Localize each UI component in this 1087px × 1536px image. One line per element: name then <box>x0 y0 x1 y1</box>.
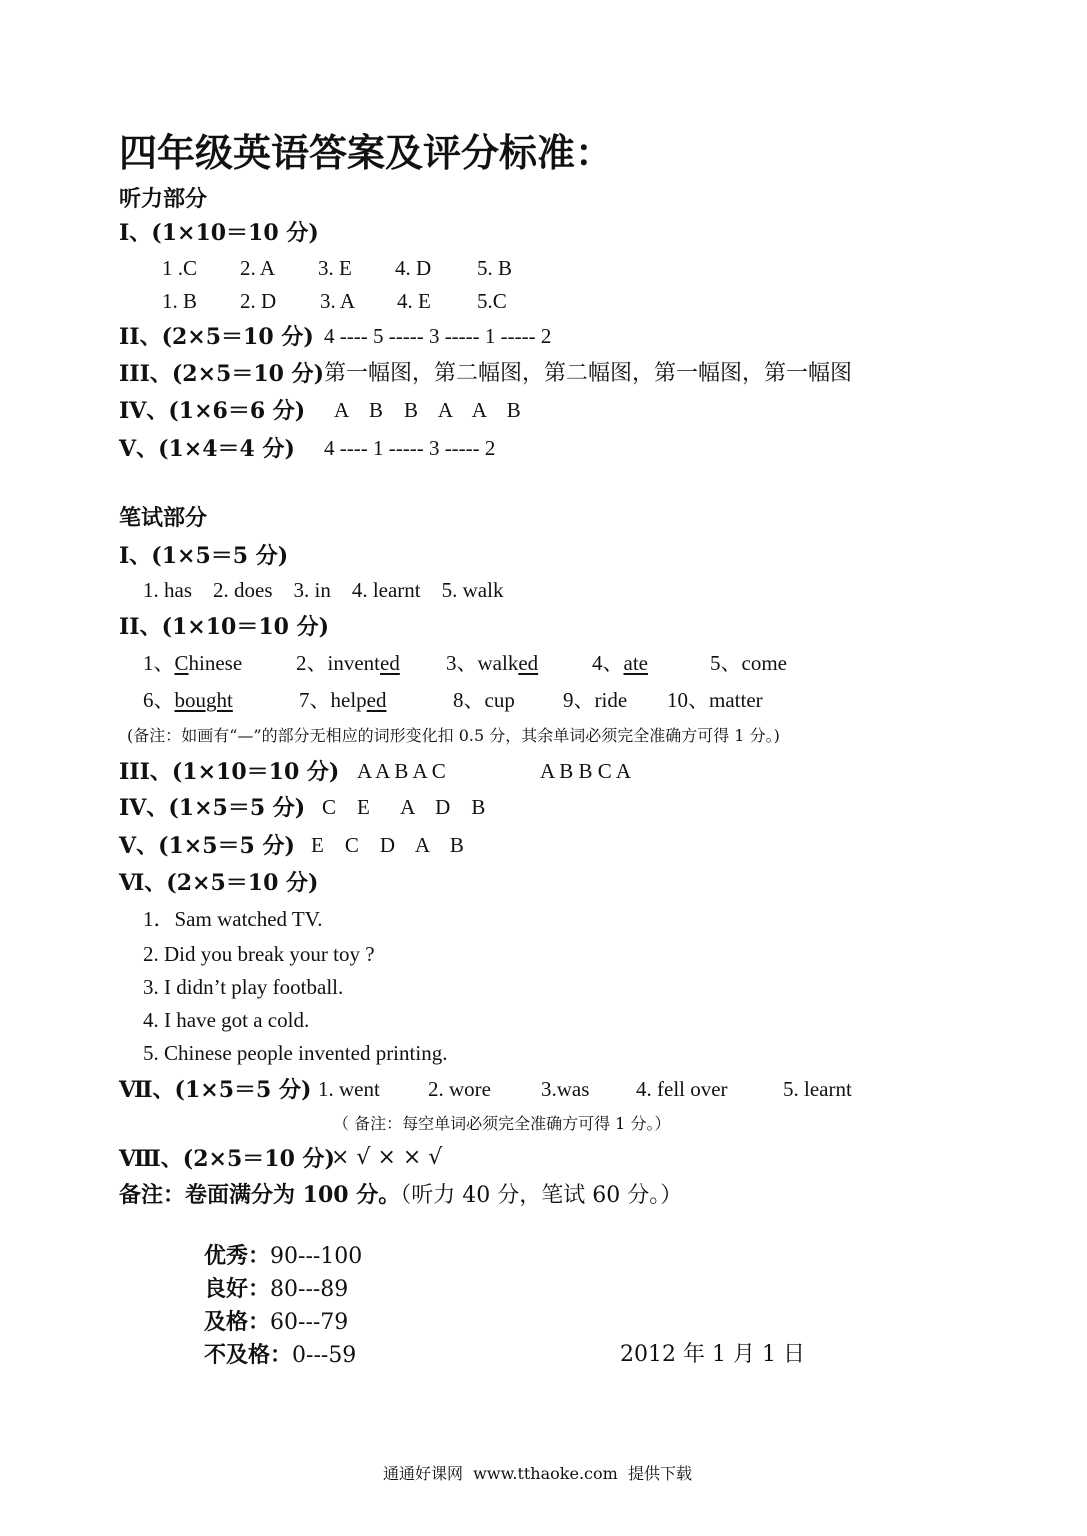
item-word: ride <box>594 688 628 712</box>
written-q2-item <box>563 690 627 711</box>
item-word: matter <box>709 688 763 712</box>
written-q7-label: Ⅶ、(1×5＝5 分) <box>119 1077 312 1103</box>
listening-q4-answer: A B B A A B <box>334 398 521 422</box>
item-word-underlined: ed <box>366 688 387 712</box>
grade-row <box>204 1278 348 1301</box>
written-q1-answer: 1. has 2. does 3. in 4. learnt 5. walk <box>143 578 504 602</box>
page-title: 四年级英语答案及评分标准： <box>119 130 614 175</box>
grade-range: 0---59 <box>292 1343 357 1368</box>
written-q2-item <box>296 653 400 674</box>
remark-plain: （听力 40 分，笔试 60 分。） <box>400 1183 683 1208</box>
item-word: cup <box>484 688 515 712</box>
written-q7-note: （ 备注：每空单词必须完全准确方可得 1 分。） <box>333 1114 671 1133</box>
listening-q1-row1-a3: 3. E <box>318 256 352 280</box>
listening-q1-row2-a4: 4. E <box>397 289 431 313</box>
item-number: 1、 <box>143 651 175 675</box>
item-word: come <box>741 651 787 675</box>
written-q8-answer: × √ × × √ <box>331 1145 443 1170</box>
written-q3-answer-b: A B B C A <box>540 759 632 783</box>
written-q2-item <box>143 653 242 674</box>
written-q3-answer-a: A A B A C <box>357 759 446 783</box>
written-q2-item <box>446 653 538 674</box>
written-q3-label: III、(1×10＝10 分) <box>119 759 340 785</box>
item-number: 6、 <box>143 688 175 712</box>
item-number: 7、 <box>299 688 331 712</box>
grade-row <box>204 1344 356 1367</box>
listening-q1-row1-a2: 2. A <box>240 256 276 280</box>
written-q2-item <box>299 690 386 711</box>
written-q6-label: Ⅵ、(2×5＝10 分) <box>119 870 319 896</box>
grade-label: 及格： <box>204 1309 271 1335</box>
listening-heading: 听力部分 <box>119 186 208 212</box>
item-word-underlined: ed <box>380 651 400 675</box>
listening-q1-row2-a2: 2. D <box>240 289 277 313</box>
listening-q1-row1-a1: 1 .C <box>162 256 198 280</box>
written-q4-answer: C E A D B <box>322 795 486 819</box>
written-heading: 笔试部分 <box>119 505 208 531</box>
grade-row <box>204 1311 348 1334</box>
written-q7-answer: 4. fell over <box>636 1077 728 1101</box>
item-word-rest: hinese <box>188 651 243 675</box>
grade-range: 60---79 <box>270 1310 349 1335</box>
written-q7-answer: 5. learnt <box>783 1077 852 1101</box>
written-q6-sentence: 5. Chinese people invented printing. <box>143 1041 448 1065</box>
grade-range: 90---100 <box>270 1244 363 1269</box>
written-q5-answer: E C D A B <box>311 833 464 857</box>
written-q5-label: V、(1×5＝5 分) <box>119 833 295 859</box>
written-q2-label: II、(1×10＝10 分) <box>119 614 330 640</box>
item-number: 8、 <box>453 688 485 712</box>
item-number: 5、 <box>710 651 742 675</box>
written-q6-sentence: 3. I didn’t play football. <box>143 975 344 999</box>
footer-credit: 通通好课网 www.tthaoke.com 提供下载 <box>383 1464 692 1483</box>
written-q4-label: IV、(1×5＝5 分) <box>119 795 306 821</box>
listening-q4-label: IV、(1×6＝6 分) <box>119 398 306 424</box>
listening-q1-label: I、(1×10＝10 分) <box>119 220 319 246</box>
listening-q1-row1-a5: 5. B <box>477 256 513 280</box>
item-number: 4、 <box>592 651 624 675</box>
item-word: walk <box>477 651 519 675</box>
grade-label: 良好： <box>204 1276 271 1302</box>
item-number: 3、 <box>446 651 478 675</box>
written-q2-item <box>710 653 787 674</box>
item-word: help <box>330 688 367 712</box>
written-q2-item <box>143 690 233 711</box>
written-q2-item <box>592 653 648 674</box>
total-score-remark <box>119 1184 682 1207</box>
written-q6-sentence: 1．Sam watched TV. <box>143 907 323 931</box>
remark-bold: 备注：卷面满分为 100 分。 <box>119 1182 401 1208</box>
item-word-underlined: ate <box>623 651 648 675</box>
listening-q1-row2-a5: 5.C <box>477 289 507 313</box>
written-q7-answer: 1. went <box>318 1077 380 1101</box>
written-q2-note: (备注：如画有“—”的部分无相应的词形变化扣 0.5 分，其余单词必须完全准确方可得 1 分。) <box>127 726 780 745</box>
item-word-underlined: C <box>174 651 189 675</box>
item-number: 2、 <box>296 651 328 675</box>
listening-q3-answer: 第一幅图，第二幅图，第二幅图，第一幅图，第一幅图 <box>324 361 853 386</box>
grade-range: 80---89 <box>270 1277 349 1302</box>
listening-q2-answer: 4 ---- 5 ----- 3 ----- 1 ----- 2 <box>324 324 552 348</box>
grade-label: 不及格： <box>204 1342 293 1368</box>
written-q6-sentence: 2. Did you break your toy ? <box>143 942 375 966</box>
listening-q2-label: II、(2×5＝10 分) <box>119 324 314 350</box>
item-word: invent <box>327 651 380 675</box>
written-q8-label: Ⅷ、(2×5＝10 分) <box>119 1146 335 1172</box>
written-q1-label: I、(1×5＝5 分) <box>119 543 289 569</box>
listening-q1-row2-a3: 3. A <box>320 289 356 313</box>
listening-q1-row2-a1: 1. B <box>162 289 198 313</box>
item-number: 9、 <box>563 688 595 712</box>
grade-label: 优秀： <box>204 1243 271 1269</box>
item-word-underlined: bought <box>174 688 233 712</box>
grade-row <box>204 1245 362 1268</box>
written-q6-sentence: 4. I have got a cold. <box>143 1008 310 1032</box>
listening-q3-label: III、(2×5＝10 分) <box>119 361 325 387</box>
written-q2-item <box>667 690 763 711</box>
item-word-underlined: ed <box>518 651 539 675</box>
listening-q1-row1-a4: 4. D <box>395 256 432 280</box>
item-number: 10、 <box>667 688 709 712</box>
listening-q5-label: V、(1×4＝4 分) <box>119 436 295 462</box>
written-q7-answer: 2. wore <box>428 1077 491 1101</box>
listening-q5-answer: 4 ---- 1 ----- 3 ----- 2 <box>324 436 496 460</box>
document-date: 2012 年 1 月 1 日 <box>620 1342 805 1367</box>
written-q2-item <box>453 690 515 711</box>
written-q7-answer: 3.was <box>541 1077 590 1101</box>
